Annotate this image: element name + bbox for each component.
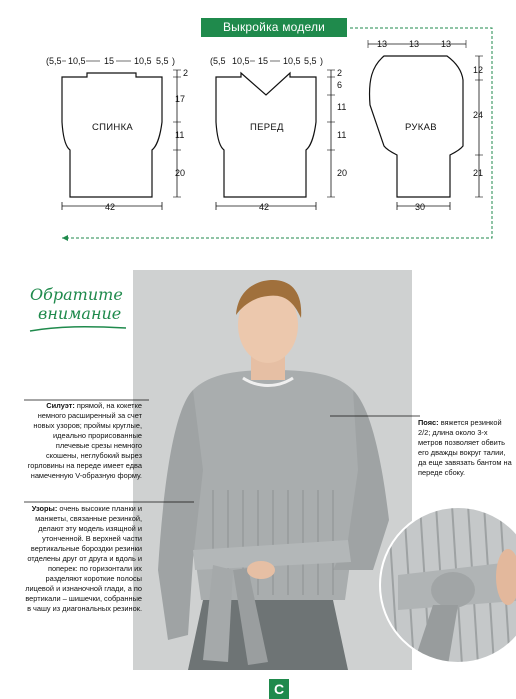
note-silhouette: [24, 401, 142, 481]
silhouette-leader: [24, 398, 149, 402]
section-title: Выкройка модели: [201, 18, 347, 37]
svg-text:24: 24: [473, 110, 484, 120]
heading-underline: [28, 324, 128, 334]
note-belt-term: Пояс:: [418, 418, 439, 427]
note-belt: [418, 418, 514, 478]
heading-line-1: Обратите: [30, 285, 123, 304]
svg-text:5,5: 5,5: [304, 56, 317, 66]
heading-line-2: внимание: [38, 304, 122, 323]
front-piece: [216, 70, 335, 210]
sleeve-right-dims: [473, 65, 483, 178]
svg-text:6: 6: [337, 80, 343, 90]
svg-text:(: (: [210, 56, 213, 66]
sleeve-label: РУКАВ: [405, 122, 437, 133]
svg-text:5,5: 5,5: [213, 56, 226, 66]
svg-text:13: 13: [441, 39, 452, 49]
front-top-dims: [210, 56, 323, 66]
belt-leader: [330, 414, 420, 418]
back-top-dims: [46, 56, 175, 66]
note-belt-text: вяжется резинкой 2/2; длина около 3-х метров позволяет обвить его дважды вокруг талии, да еще завязать бантом на переде сбоку.: [418, 418, 512, 477]
svg-text:10,5: 10,5: [232, 56, 250, 66]
note-patterns-text: очень высокие планки и манжеты, связанные резинкой, делают эту модель изящной и утонченной. В верхней части вертикальные бороздки резинки отделены друг от друга и вдоль и поперек: по горизонтали их разделяют короткие полосы лицевой и изнаночной глади, а по вертикали – шишечки, собранные в чашу из диагональных резинок.: [25, 504, 142, 613]
back-piece: [62, 70, 181, 210]
front-label: ПЕРЕД: [250, 122, 284, 133]
model-photo: [133, 270, 412, 670]
front-right-dims: [337, 68, 347, 178]
sleeve-bottom-dim: 30: [415, 202, 426, 212]
back-bottom-dim: 42: [105, 202, 116, 212]
page-badge: С: [269, 679, 289, 699]
svg-text:): ): [172, 56, 175, 66]
note-silhouette-term: Силуэт:: [46, 401, 75, 410]
svg-text:15: 15: [104, 56, 115, 66]
svg-text:12: 12: [473, 65, 484, 75]
svg-text:2: 2: [337, 68, 343, 78]
svg-text:20: 20: [337, 168, 348, 178]
svg-text:11: 11: [337, 102, 347, 112]
svg-text:10,5: 10,5: [134, 56, 152, 66]
note-patterns-term: Узоры:: [31, 504, 58, 513]
svg-text:17: 17: [175, 94, 186, 104]
svg-text:5,5: 5,5: [49, 56, 62, 66]
svg-text:13: 13: [377, 39, 388, 49]
arrow-left-icon: [62, 235, 68, 241]
patterns-leader: [24, 500, 194, 504]
svg-text:10,5: 10,5: [283, 56, 301, 66]
front-bottom-dim: 42: [259, 202, 270, 212]
svg-text:15: 15: [258, 56, 269, 66]
back-label: СПИНКА: [92, 122, 134, 133]
svg-text:): ): [320, 56, 323, 66]
pattern-schematic: [0, 0, 516, 260]
note-silhouette-text: прямой, на кокетке немного расширенный за счет новых узоров; проймы круглые, идеально прорисованные плечевые срезы немного скошены, неглубокий вырез горловины на переде имеет едва намеченную V-образную форму.: [27, 401, 142, 480]
svg-text:(: (: [46, 56, 49, 66]
svg-text:10,5: 10,5: [68, 56, 86, 66]
attention-heading: [30, 285, 140, 323]
svg-text:2: 2: [183, 68, 189, 78]
belt-detail-zoom: [378, 505, 516, 665]
svg-text:11: 11: [337, 130, 347, 140]
note-patterns: [24, 504, 142, 614]
svg-text:11: 11: [175, 130, 185, 140]
svg-text:5,5: 5,5: [156, 56, 169, 66]
svg-text:20: 20: [175, 168, 186, 178]
svg-text:13: 13: [409, 39, 420, 49]
svg-text:21: 21: [473, 168, 484, 178]
